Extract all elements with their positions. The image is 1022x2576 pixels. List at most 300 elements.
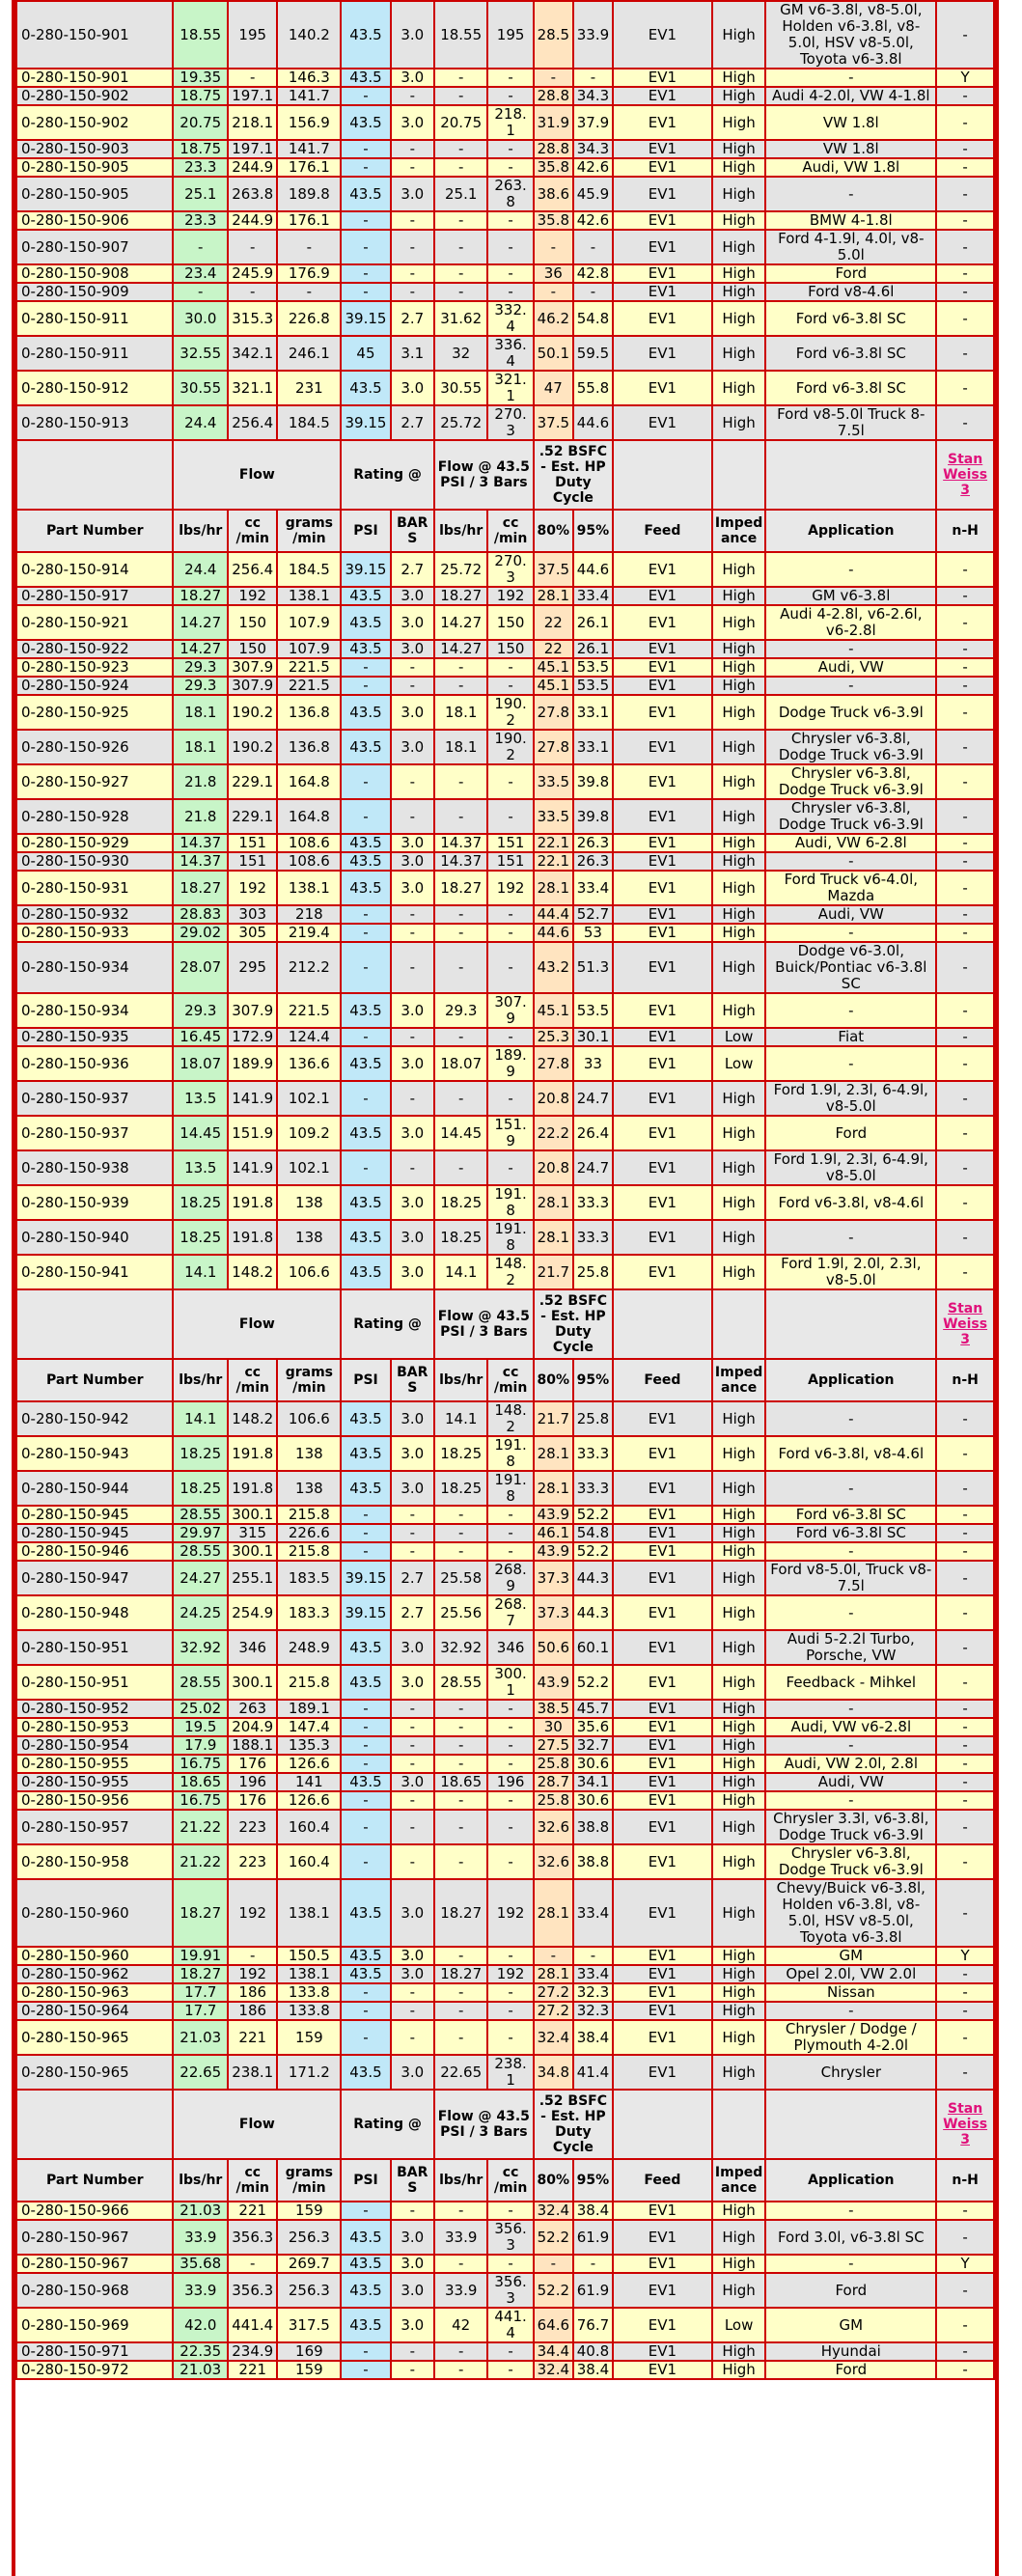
duty-95: 44.6 bbox=[573, 552, 613, 587]
header-spacer bbox=[765, 440, 936, 510]
psi: 43.5 bbox=[341, 871, 390, 905]
application: Ford v8-5.0l Truck 8-7.5l bbox=[765, 405, 936, 440]
grams-min: 226.6 bbox=[277, 1524, 341, 1542]
cc-min: 148.2 bbox=[228, 1401, 277, 1436]
grams-min: 108.6 bbox=[277, 852, 341, 871]
flow-lbs-hr: - bbox=[434, 1947, 488, 1965]
duty-95: - bbox=[573, 230, 613, 264]
col-header-flow-lbs-hr: lbs/hr bbox=[434, 1359, 488, 1401]
duty-80: 32.4 bbox=[534, 2361, 573, 2379]
impedance: High bbox=[712, 2273, 766, 2308]
feed: EV1 bbox=[613, 1081, 712, 1116]
stan-weiss-link[interactable]: Stan Weiss 3 bbox=[943, 452, 988, 498]
duty-80: 35.8 bbox=[534, 158, 573, 177]
duty-80: 43.2 bbox=[534, 942, 573, 993]
feed: EV1 bbox=[613, 695, 712, 730]
group-header-row bbox=[16, 1289, 994, 1359]
table-row bbox=[16, 993, 994, 1028]
cc-min: - bbox=[228, 1947, 277, 1965]
col-header-flow-cc-min: cc /min bbox=[487, 510, 533, 552]
col-header-duty-95: 95% bbox=[573, 2159, 613, 2202]
impedance: High bbox=[712, 730, 766, 764]
bars: 3.0 bbox=[391, 1046, 434, 1081]
duty-80: 37.5 bbox=[534, 405, 573, 440]
grams-min: 184.5 bbox=[277, 405, 341, 440]
grams-min: 160.4 bbox=[277, 1810, 341, 1844]
col-header-duty-95: 95% bbox=[573, 1359, 613, 1401]
cc-min: 151 bbox=[228, 834, 277, 852]
cc-min: 245.9 bbox=[228, 264, 277, 283]
duty-95: 76.7 bbox=[573, 2308, 613, 2342]
duty-80: 35.8 bbox=[534, 211, 573, 230]
part-number: 0-280-150-922 bbox=[16, 640, 173, 658]
flow-lbs-hr: - bbox=[434, 1506, 488, 1524]
impedance: High bbox=[712, 283, 766, 301]
duty-95: 25.8 bbox=[573, 1401, 613, 1436]
feed: EV1 bbox=[613, 230, 712, 264]
psi: 43.5 bbox=[341, 730, 390, 764]
flow-lbs-hr: 18.27 bbox=[434, 1879, 488, 1947]
psi: - bbox=[341, 1736, 390, 1755]
cc-min: 305 bbox=[228, 924, 277, 942]
lbs-hr: 20.75 bbox=[173, 105, 228, 140]
part-number: 0-280-150-901 bbox=[16, 1, 173, 69]
bars: 3.0 bbox=[391, 834, 434, 852]
duty-80: 27.2 bbox=[534, 2002, 573, 2020]
lbs-hr: 30.0 bbox=[173, 301, 228, 336]
grams-min: 147.4 bbox=[277, 1718, 341, 1736]
impedance: High bbox=[712, 1255, 766, 1289]
application: Ford bbox=[765, 264, 936, 283]
part-number: 0-280-150-957 bbox=[16, 1810, 173, 1844]
part-number: 0-280-150-902 bbox=[16, 87, 173, 105]
feed: EV1 bbox=[613, 1665, 712, 1700]
lbs-hr: - bbox=[173, 230, 228, 264]
flow-cc-min: - bbox=[487, 2342, 533, 2361]
lbs-hr: 18.25 bbox=[173, 1185, 228, 1220]
n-h: - bbox=[936, 924, 994, 942]
stan-weiss-link[interactable]: Stan Weiss 3 bbox=[943, 1301, 988, 1347]
flow-lbs-hr: 18.07 bbox=[434, 1046, 488, 1081]
col-header-lbs-hr: lbs/hr bbox=[173, 510, 228, 552]
grams-min: 183.5 bbox=[277, 1561, 341, 1595]
flow-cc-min: - bbox=[487, 69, 533, 87]
grams-min: 215.8 bbox=[277, 1665, 341, 1700]
impedance: High bbox=[712, 695, 766, 730]
bars: - bbox=[391, 1028, 434, 1046]
flow-lbs-hr: 25.72 bbox=[434, 552, 488, 587]
n-h: - bbox=[936, 1965, 994, 1983]
impedance: High bbox=[712, 2202, 766, 2220]
grams-min: 159 bbox=[277, 2020, 341, 2055]
flow-lbs-hr: 25.58 bbox=[434, 1561, 488, 1595]
n-h: - bbox=[936, 1506, 994, 1524]
impedance: High bbox=[712, 1791, 766, 1810]
header-flow: Flow bbox=[173, 440, 341, 510]
impedance: High bbox=[712, 658, 766, 677]
table-row bbox=[16, 1736, 994, 1755]
duty-95: 52.2 bbox=[573, 1542, 613, 1561]
table-row bbox=[16, 283, 994, 301]
feed: EV1 bbox=[613, 605, 712, 640]
feed: EV1 bbox=[613, 1965, 712, 1983]
part-number: 0-280-150-943 bbox=[16, 1436, 173, 1471]
n-h: - bbox=[936, 605, 994, 640]
grams-min: 176.1 bbox=[277, 158, 341, 177]
impedance: High bbox=[712, 230, 766, 264]
flow-lbs-hr: 18.27 bbox=[434, 587, 488, 605]
n-h: - bbox=[936, 2055, 994, 2090]
table-row bbox=[16, 230, 994, 264]
duty-80: 22 bbox=[534, 640, 573, 658]
flow-lbs-hr: 14.27 bbox=[434, 605, 488, 640]
duty-95: 42.8 bbox=[573, 264, 613, 283]
flow-lbs-hr: - bbox=[434, 764, 488, 799]
duty-95: 26.3 bbox=[573, 852, 613, 871]
impedance: High bbox=[712, 1220, 766, 1255]
duty-95: 30.6 bbox=[573, 1755, 613, 1773]
table-row bbox=[16, 1, 994, 69]
table-row bbox=[16, 834, 994, 852]
duty-95: - bbox=[573, 69, 613, 87]
impedance: High bbox=[712, 640, 766, 658]
cc-min: 300.1 bbox=[228, 1506, 277, 1524]
feed: EV1 bbox=[613, 1700, 712, 1718]
bars: - bbox=[391, 1081, 434, 1116]
impedance: High bbox=[712, 799, 766, 834]
lbs-hr: 29.3 bbox=[173, 677, 228, 695]
flow-cc-min: 307.9 bbox=[487, 993, 533, 1028]
application: VW 1.8l bbox=[765, 105, 936, 140]
cc-min: 254.9 bbox=[228, 1595, 277, 1630]
bars: - bbox=[391, 799, 434, 834]
bars: - bbox=[391, 2020, 434, 2055]
impedance: High bbox=[712, 924, 766, 942]
feed: EV1 bbox=[613, 993, 712, 1028]
application: - bbox=[765, 677, 936, 695]
n-h: - bbox=[936, 1185, 994, 1220]
impedance: High bbox=[712, 1081, 766, 1116]
lbs-hr: 14.27 bbox=[173, 605, 228, 640]
duty-95: 26.1 bbox=[573, 640, 613, 658]
psi: 43.5 bbox=[341, 1401, 390, 1436]
header-spacer bbox=[765, 1289, 936, 1359]
duty-80: - bbox=[534, 2255, 573, 2273]
flow-cc-min: 191.8 bbox=[487, 1471, 533, 1506]
duty-80: 28.1 bbox=[534, 587, 573, 605]
grams-min: 221.5 bbox=[277, 993, 341, 1028]
header-spacer bbox=[712, 440, 766, 510]
impedance: High bbox=[712, 301, 766, 336]
part-number: 0-280-150-951 bbox=[16, 1630, 173, 1665]
feed: EV1 bbox=[613, 677, 712, 695]
duty-95: 32.3 bbox=[573, 1983, 613, 2002]
n-h: - bbox=[936, 1150, 994, 1185]
cc-min: - bbox=[228, 283, 277, 301]
grams-min: 138 bbox=[277, 1185, 341, 1220]
grams-min: 109.2 bbox=[277, 1116, 341, 1150]
grams-min: 133.8 bbox=[277, 1983, 341, 2002]
grams-min: 108.6 bbox=[277, 834, 341, 852]
lbs-hr: 17.7 bbox=[173, 2002, 228, 2020]
part-number: 0-280-150-936 bbox=[16, 1046, 173, 1081]
table-row bbox=[16, 942, 994, 993]
flow-lbs-hr: - bbox=[434, 1983, 488, 2002]
flow-lbs-hr: 14.1 bbox=[434, 1255, 488, 1289]
lbs-hr: 18.65 bbox=[173, 1773, 228, 1791]
feed: EV1 bbox=[613, 1150, 712, 1185]
bars: 3.0 bbox=[391, 871, 434, 905]
flow-lbs-hr: 18.25 bbox=[434, 1471, 488, 1506]
psi: - bbox=[341, 1844, 390, 1879]
duty-95: 44.6 bbox=[573, 405, 613, 440]
table-row bbox=[16, 658, 994, 677]
cc-min: 188.1 bbox=[228, 1736, 277, 1755]
flow-lbs-hr: - bbox=[434, 2255, 488, 2273]
impedance: High bbox=[712, 1150, 766, 1185]
duty-95: 59.5 bbox=[573, 336, 613, 371]
impedance: High bbox=[712, 140, 766, 158]
table-row bbox=[16, 1947, 994, 1965]
bars: 3.0 bbox=[391, 640, 434, 658]
table-row bbox=[16, 336, 994, 371]
impedance: Low bbox=[712, 1046, 766, 1081]
feed: EV1 bbox=[613, 852, 712, 871]
header-flow-43: Flow @ 43.5 PSI / 3 Bars bbox=[434, 2090, 534, 2159]
impedance: High bbox=[712, 1965, 766, 1983]
feed: EV1 bbox=[613, 371, 712, 405]
cc-min: 244.9 bbox=[228, 158, 277, 177]
grams-min: 136.8 bbox=[277, 730, 341, 764]
impedance: High bbox=[712, 605, 766, 640]
application: GM v6-3.8l bbox=[765, 587, 936, 605]
duty-95: 33.1 bbox=[573, 730, 613, 764]
injector-data-table bbox=[15, 0, 995, 2380]
flow-cc-min: 195 bbox=[487, 1, 533, 69]
part-number: 0-280-150-967 bbox=[16, 2220, 173, 2255]
feed: EV1 bbox=[613, 158, 712, 177]
psi: - bbox=[341, 1983, 390, 2002]
grams-min: 138 bbox=[277, 1471, 341, 1506]
part-number: 0-280-150-963 bbox=[16, 1983, 173, 2002]
flow-cc-min: - bbox=[487, 1736, 533, 1755]
impedance: High bbox=[712, 587, 766, 605]
n-h: - bbox=[936, 1401, 994, 1436]
grams-min: 317.5 bbox=[277, 2308, 341, 2342]
application: - bbox=[765, 1700, 936, 1718]
grams-min: 156.9 bbox=[277, 105, 341, 140]
grams-min: 138 bbox=[277, 1436, 341, 1471]
flow-cc-min: 192 bbox=[487, 587, 533, 605]
stan-weiss-link[interactable]: Stan Weiss 3 bbox=[943, 2101, 988, 2147]
lbs-hr: 22.65 bbox=[173, 2055, 228, 2090]
table-row bbox=[16, 730, 994, 764]
table-row bbox=[16, 1046, 994, 1081]
psi: - bbox=[341, 905, 390, 924]
application: Ford 4-1.9l, 4.0l, v8-5.0l bbox=[765, 230, 936, 264]
flow-lbs-hr: 18.65 bbox=[434, 1773, 488, 1791]
flow-cc-min: 218.1 bbox=[487, 105, 533, 140]
psi: 39.15 bbox=[341, 1561, 390, 1595]
flow-cc-min: 148.2 bbox=[487, 1401, 533, 1436]
feed: EV1 bbox=[613, 1116, 712, 1150]
cc-min: 141.9 bbox=[228, 1081, 277, 1116]
lbs-hr: 21.8 bbox=[173, 799, 228, 834]
flow-cc-min: - bbox=[487, 1791, 533, 1810]
psi: 43.5 bbox=[341, 1116, 390, 1150]
lbs-hr: 14.37 bbox=[173, 852, 228, 871]
cc-min: 356.3 bbox=[228, 2273, 277, 2308]
application: BMW 4-1.8l bbox=[765, 211, 936, 230]
feed: EV1 bbox=[613, 177, 712, 211]
duty-95: 26.1 bbox=[573, 605, 613, 640]
psi: - bbox=[341, 924, 390, 942]
n-h: - bbox=[936, 1471, 994, 1506]
application: Ford v6-3.8l SC bbox=[765, 371, 936, 405]
part-number: 0-280-150-921 bbox=[16, 605, 173, 640]
table-row bbox=[16, 1700, 994, 1718]
cc-min: 263.8 bbox=[228, 177, 277, 211]
lbs-hr: 18.27 bbox=[173, 1965, 228, 1983]
impedance: High bbox=[712, 1561, 766, 1595]
n-h: - bbox=[936, 1879, 994, 1947]
application: Audi 4-2.0l, VW 4-1.8l bbox=[765, 87, 936, 105]
duty-80: - bbox=[534, 283, 573, 301]
duty-80: 32.6 bbox=[534, 1810, 573, 1844]
cc-min: 172.9 bbox=[228, 1028, 277, 1046]
psi: 39.15 bbox=[341, 1595, 390, 1630]
grams-min: 171.2 bbox=[277, 2055, 341, 2090]
n-h: - bbox=[936, 1810, 994, 1844]
application: Audi 4-2.8l, v6-2.6l, v6-2.8l bbox=[765, 605, 936, 640]
duty-95: 53.5 bbox=[573, 993, 613, 1028]
bars: 2.7 bbox=[391, 1595, 434, 1630]
flow-lbs-hr: 14.37 bbox=[434, 834, 488, 852]
application: Ford 1.9l, 2.0l, 2.3l, v8-5.0l bbox=[765, 1255, 936, 1289]
impedance: High bbox=[712, 2342, 766, 2361]
impedance: High bbox=[712, 1810, 766, 1844]
bars: - bbox=[391, 230, 434, 264]
psi: - bbox=[341, 1028, 390, 1046]
application: Audi, VW 2.0l, 2.8l bbox=[765, 1755, 936, 1773]
flow-cc-min: 300.1 bbox=[487, 1665, 533, 1700]
flow-cc-min: 151 bbox=[487, 852, 533, 871]
flow-lbs-hr: 25.72 bbox=[434, 405, 488, 440]
header-spacer bbox=[712, 2090, 766, 2159]
flow-lbs-hr: 18.25 bbox=[434, 1436, 488, 1471]
duty-80: 32.6 bbox=[534, 1844, 573, 1879]
grams-min: 231 bbox=[277, 371, 341, 405]
flow-cc-min: - bbox=[487, 1983, 533, 2002]
lbs-hr: 18.07 bbox=[173, 1046, 228, 1081]
bars: 3.0 bbox=[391, 1665, 434, 1700]
col-header-duty-80: 80% bbox=[534, 1359, 573, 1401]
part-number: 0-280-150-935 bbox=[16, 1028, 173, 1046]
lbs-hr: 23.3 bbox=[173, 211, 228, 230]
table-row bbox=[16, 301, 994, 336]
lbs-hr: 30.55 bbox=[173, 371, 228, 405]
cc-min: 244.9 bbox=[228, 211, 277, 230]
flow-lbs-hr: 32.92 bbox=[434, 1630, 488, 1665]
duty-80: 25.8 bbox=[534, 1755, 573, 1773]
col-header-part-number: Part Number bbox=[16, 510, 173, 552]
impedance: High bbox=[712, 1, 766, 69]
application: Nissan bbox=[765, 1983, 936, 2002]
n-h: - bbox=[936, 2220, 994, 2255]
impedance: High bbox=[712, 2002, 766, 2020]
n-h: - bbox=[936, 764, 994, 799]
feed: EV1 bbox=[613, 1, 712, 69]
duty-95: 41.4 bbox=[573, 2055, 613, 2090]
duty-95: 25.8 bbox=[573, 1255, 613, 1289]
grams-min: 138.1 bbox=[277, 1965, 341, 1983]
col-header-application: Application bbox=[765, 2159, 936, 2202]
table-row bbox=[16, 140, 994, 158]
feed: EV1 bbox=[613, 2308, 712, 2342]
psi: - bbox=[341, 799, 390, 834]
cc-min: 176 bbox=[228, 1791, 277, 1810]
n-h: - bbox=[936, 552, 994, 587]
feed: EV1 bbox=[613, 730, 712, 764]
col-header-part-number: Part Number bbox=[16, 2159, 173, 2202]
grams-min: 126.6 bbox=[277, 1791, 341, 1810]
cc-min: 150 bbox=[228, 640, 277, 658]
duty-95: 54.8 bbox=[573, 1524, 613, 1542]
duty-95: 39.8 bbox=[573, 764, 613, 799]
duty-95: 38.8 bbox=[573, 1844, 613, 1879]
duty-80: - bbox=[534, 69, 573, 87]
grams-min: 133.8 bbox=[277, 2002, 341, 2020]
cc-min: 255.1 bbox=[228, 1561, 277, 1595]
flow-cc-min: 192 bbox=[487, 1879, 533, 1947]
feed: EV1 bbox=[613, 1436, 712, 1471]
col-header-grams-min: grams /min bbox=[277, 510, 341, 552]
col-header-psi: PSI bbox=[341, 2159, 390, 2202]
impedance: High bbox=[712, 371, 766, 405]
psi: 43.5 bbox=[341, 1220, 390, 1255]
duty-95: 44.3 bbox=[573, 1561, 613, 1595]
table-row bbox=[16, 1220, 994, 1255]
table-row bbox=[16, 1081, 994, 1116]
impedance: High bbox=[712, 2255, 766, 2273]
duty-95: 34.1 bbox=[573, 1773, 613, 1791]
table-row bbox=[16, 1116, 994, 1150]
flow-lbs-hr: - bbox=[434, 677, 488, 695]
n-h: - bbox=[936, 658, 994, 677]
feed: EV1 bbox=[613, 1185, 712, 1220]
duty-95: 61.9 bbox=[573, 2220, 613, 2255]
col-header-bars: BARS bbox=[391, 2159, 434, 2202]
flow-cc-min: - bbox=[487, 1700, 533, 1718]
cc-min: 356.3 bbox=[228, 2220, 277, 2255]
bars: 3.0 bbox=[391, 69, 434, 87]
col-header-part-number: Part Number bbox=[16, 1359, 173, 1401]
flow-lbs-hr: 14.37 bbox=[434, 852, 488, 871]
psi: - bbox=[341, 211, 390, 230]
n-h: - bbox=[936, 2273, 994, 2308]
stan-weiss-link-cell bbox=[936, 1289, 994, 1359]
header-bsfc: .52 BSFC - Est. HP Duty Cycle bbox=[534, 1289, 613, 1359]
table-row bbox=[16, 1844, 994, 1879]
bars: 3.0 bbox=[391, 1773, 434, 1791]
application: Ford 1.9l, 2.3l, 6-4.9l, v8-5.0l bbox=[765, 1081, 936, 1116]
header-bsfc: .52 BSFC - Est. HP Duty Cycle bbox=[534, 2090, 613, 2159]
table-row bbox=[16, 1983, 994, 2002]
cc-min: 191.8 bbox=[228, 1220, 277, 1255]
duty-80: 37.3 bbox=[534, 1595, 573, 1630]
bars: - bbox=[391, 677, 434, 695]
duty-95: 33.3 bbox=[573, 1471, 613, 1506]
